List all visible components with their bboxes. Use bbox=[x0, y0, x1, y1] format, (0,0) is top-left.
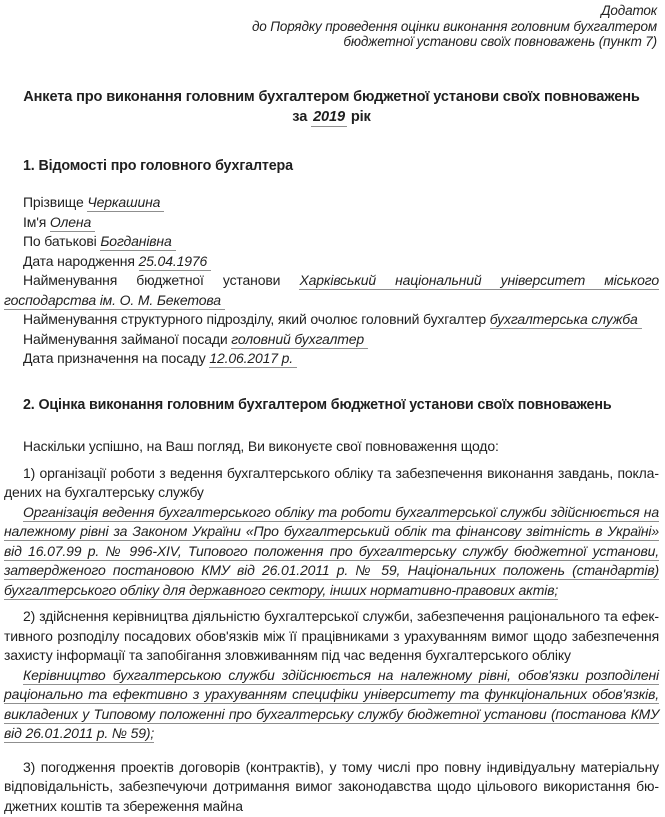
field-appointment-date bbox=[4, 349, 659, 369]
report-year-value: 2019 bbox=[313, 108, 345, 125]
field-position bbox=[4, 330, 659, 350]
appendix-note bbox=[4, 3, 659, 50]
appendix-line-1: Додаток bbox=[601, 3, 657, 18]
question-3: 3) погодження проектів договорів (контрактів), у тому числі про повну індивідуальну матеріальну відповідальність, забезпечуючи дотримання вимог законодавства щодо цільового використання бюджетних коштів та збереження майна bbox=[4, 758, 659, 814]
section2-heading: 2. Оцінка виконання головним бухгалтером бюджетної установи своїх повноважень bbox=[23, 396, 612, 413]
field-birthdate-label: Дата народження bbox=[23, 252, 135, 269]
field-position-label: Найменування займаної посади bbox=[23, 330, 228, 347]
field-patronymic-value: Богданівна bbox=[100, 233, 175, 251]
field-position-value: головний бухгалтер bbox=[231, 331, 368, 349]
answer-1 bbox=[4, 503, 659, 601]
document-title-line2 bbox=[4, 107, 659, 127]
field-appointment-date-label: Дата призначення на посаду bbox=[23, 350, 206, 366]
document-title-line1: Анкета про виконання головним бухгалтером бюджетної установи своїх повноважень bbox=[23, 88, 640, 105]
field-firstname-label: Ім'я bbox=[23, 213, 47, 230]
question-2: 2) здійснення керівництва діяльністю бухгалтерської служби, забезпечення раціонального та ефективного розподілу посадових обов'язків між її працівниками з урахуванням вимог щодо забезпечення захисту інформації та запобігання зловживанням під час ведення бухгалтерського обліку bbox=[4, 608, 659, 663]
field-birthdate-value: 25.04.1976 bbox=[139, 253, 212, 271]
accountant-details bbox=[4, 193, 659, 369]
answer-2 bbox=[4, 666, 659, 744]
appendix-line-2: до Порядку проведення оцінки виконання головним бухгалтером bbox=[251, 18, 657, 34]
field-institution bbox=[4, 271, 659, 310]
field-patronymic bbox=[4, 232, 659, 252]
field-subdivision-label: Найменування структурного підрозділу, який очолює головний бухгалтер bbox=[23, 311, 486, 327]
question-1: 1) організації роботи з ведення бухгалтерського обліку та забезпечення виконання завдань, покладених на бухгалтерську службу bbox=[4, 464, 659, 500]
field-surname bbox=[4, 193, 659, 213]
field-subdivision-value: бухгалтерська служба bbox=[490, 311, 642, 329]
field-appointment-date-value: 12.06.2017 р. bbox=[209, 350, 297, 368]
field-surname-label: Прізвище bbox=[23, 194, 84, 210]
field-subdivision bbox=[4, 310, 659, 330]
section1-heading: 1. Відомості про головного бухгалтера bbox=[23, 157, 293, 174]
field-patronymic-label: По батькові bbox=[23, 233, 97, 249]
year-prefix: за bbox=[292, 108, 308, 125]
answer-2-text: Керівництво бухгалтерською служби здійснюється на належному рівні, обов'язки розподілені раціонально та ефективно з урахуванням специфіки університету та функціональних обов'язків, викладених у Типовому положенні про бухгалтерську службу бюджетної установи (постанова КМУ від 26.01.2011 р. № 59); bbox=[4, 666, 659, 741]
appendix-line-3: бюджетної установи своїх повноважень (пункт 7) bbox=[343, 34, 657, 49]
field-institution-value: Харківський національний університет міського господарства ім. О. М. Бекетова bbox=[4, 272, 659, 308]
section2-intro: Наскільки успішно, на Ваш погляд, Ви виконуєте свої повноваження щодо: bbox=[23, 438, 499, 454]
document-title bbox=[4, 87, 659, 127]
field-firstname-value: Олена bbox=[50, 214, 95, 232]
field-institution-label: Найменування бюджетної установи bbox=[23, 272, 281, 288]
year-suffix: рік bbox=[350, 108, 371, 125]
field-firstname bbox=[4, 213, 659, 233]
answer-1-text: Організація ведення бухгалтерського обліку та роботи бухгалтерської служби здійснюється на належному рівні за Законом України «Про бухгалтерський облік та фінансову звітність в Україні» від 16.07.99 р. № 996-XIV, Типового положення про бухгалтерську службу бюджетної установи, затвердженого постановою КМУ від 26.01.2011 р. № 59, Національних положень (стандартів) бухгалтерського обліку для державного сектору, інших нормативно-правових актів; bbox=[4, 503, 659, 598]
field-birthdate bbox=[4, 252, 659, 272]
field-surname-value: Черкашина bbox=[87, 194, 164, 212]
